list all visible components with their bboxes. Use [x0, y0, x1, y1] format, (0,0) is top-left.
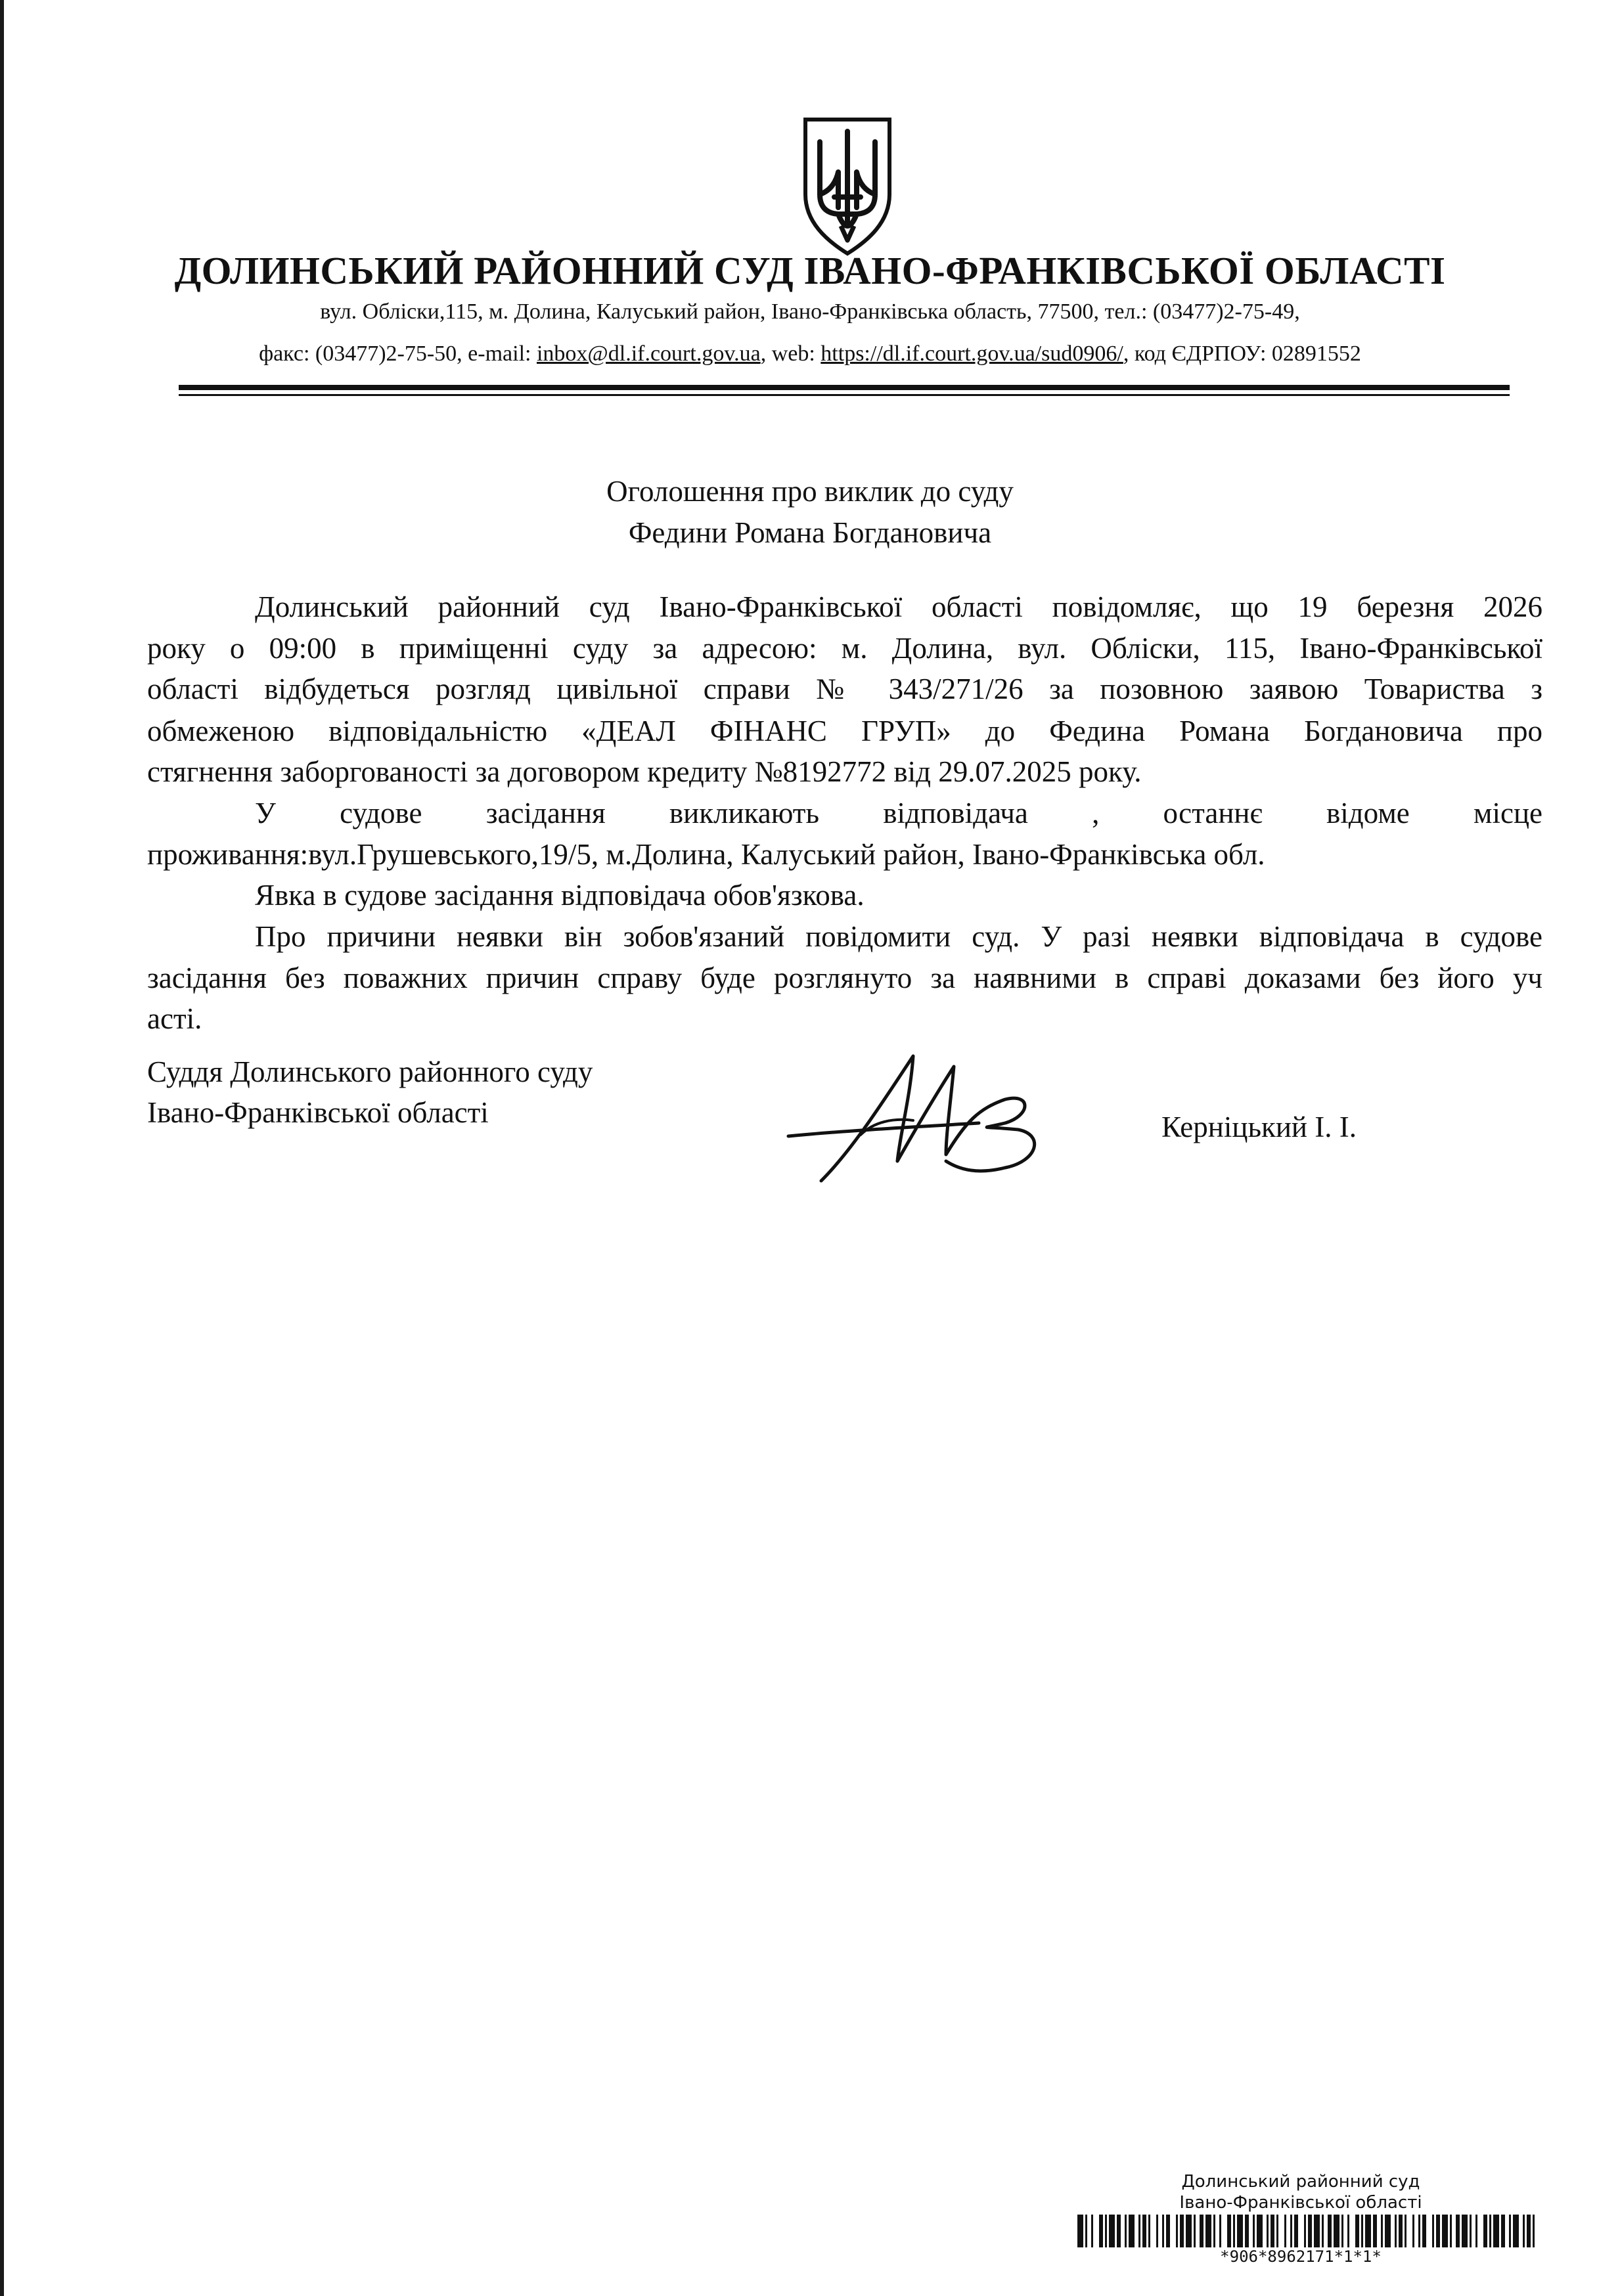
- paragraph-4-line: засідання без поважних причин справу буде розглянуто за наявними в справі доказами без його уч: [147, 961, 1542, 994]
- stamp-region-line: Івано-Франківської області: [1179, 2193, 1422, 2213]
- document-title: Оголошення про виклик до суду: [606, 475, 1014, 508]
- judge-name: Керніцький І. І.: [1161, 1111, 1357, 1143]
- trident-emblem-icon: [800, 116, 895, 256]
- court-name: ДОЛИНСЬКИЙ РАЙОННИЙ СУД ІВАНО-ФРАНКІВСЬКОЇ ОБЛАСТІ: [174, 249, 1446, 292]
- web-label: , web:: [760, 342, 821, 366]
- handwritten-signature: [782, 1049, 1045, 1187]
- stamp-court-line: Долинський районний суд: [1181, 2172, 1420, 2192]
- barcode-number: *906*8962171*1*1*: [1220, 2247, 1382, 2266]
- email-link[interactable]: inbox@dl.if.court.gov.ua: [536, 342, 761, 366]
- summoned-person: Федини Романа Богдановича: [628, 516, 992, 549]
- court-contacts: [0, 342, 1620, 366]
- paragraph-1-line: області відбудеться розгляд цивільної справи № 343/271/26 за позовною заявою Товариства з: [147, 673, 1542, 705]
- header-divider: [179, 385, 1510, 390]
- judge-position-region: Івано-Франківської області: [147, 1096, 489, 1129]
- edrpou-text: , код ЄДРПОУ: 02891552: [1123, 342, 1361, 366]
- judge-position: Суддя Долинського районного суду: [147, 1055, 593, 1088]
- paragraph-2-line: проживання:вул.Грушевського,19/5, м.Долина, Калуський район, Івано-Франківська обл.: [147, 838, 1265, 871]
- fax-text: факс: (03477)2-75-50, e-mail:: [259, 342, 537, 366]
- barcode: [1077, 2215, 1537, 2247]
- paragraph-4-line: Про причини неявки він зобов'язаний повідомити суд. У разі неявки відповідача в судове: [255, 920, 1542, 953]
- paragraph-3-line: Явка в судове засідання відповідача обов'язкова.: [255, 879, 865, 912]
- paragraph-1-line: Долинський районний суд Івано-Франківської області повідомляє, що 19 березня 2026: [255, 590, 1542, 623]
- header-divider-thin: [179, 394, 1510, 396]
- paragraph-1-line: стягнення заборгованості за договором кредиту №8192772 від 29.07.2025 року.: [147, 755, 1142, 788]
- court-address: вул. Обліски,115, м. Долина, Калуський район, Івано-Франківська область, 77500, тел.: (03477)2-75-49,: [320, 299, 1300, 324]
- paragraph-1-line: року о 09:00 в приміщенні суду за адресою: м. Долина, вул. Обліски, 115, Івано-Франківської: [147, 632, 1542, 665]
- paragraph-1-line: обмеженою відповідальністю «ДЕАЛ ФІНАНС ГРУП» до Федина Романа Богдановича про: [147, 715, 1542, 747]
- registration-stamp: [1051, 2171, 1550, 2213]
- paragraph-4-line: асті.: [147, 1002, 202, 1035]
- paragraph-2-line: У судове засідання викликають відповідача , останнє відоме місце: [255, 797, 1542, 829]
- web-link[interactable]: https://dl.if.court.gov.ua/sud0906/: [821, 342, 1123, 366]
